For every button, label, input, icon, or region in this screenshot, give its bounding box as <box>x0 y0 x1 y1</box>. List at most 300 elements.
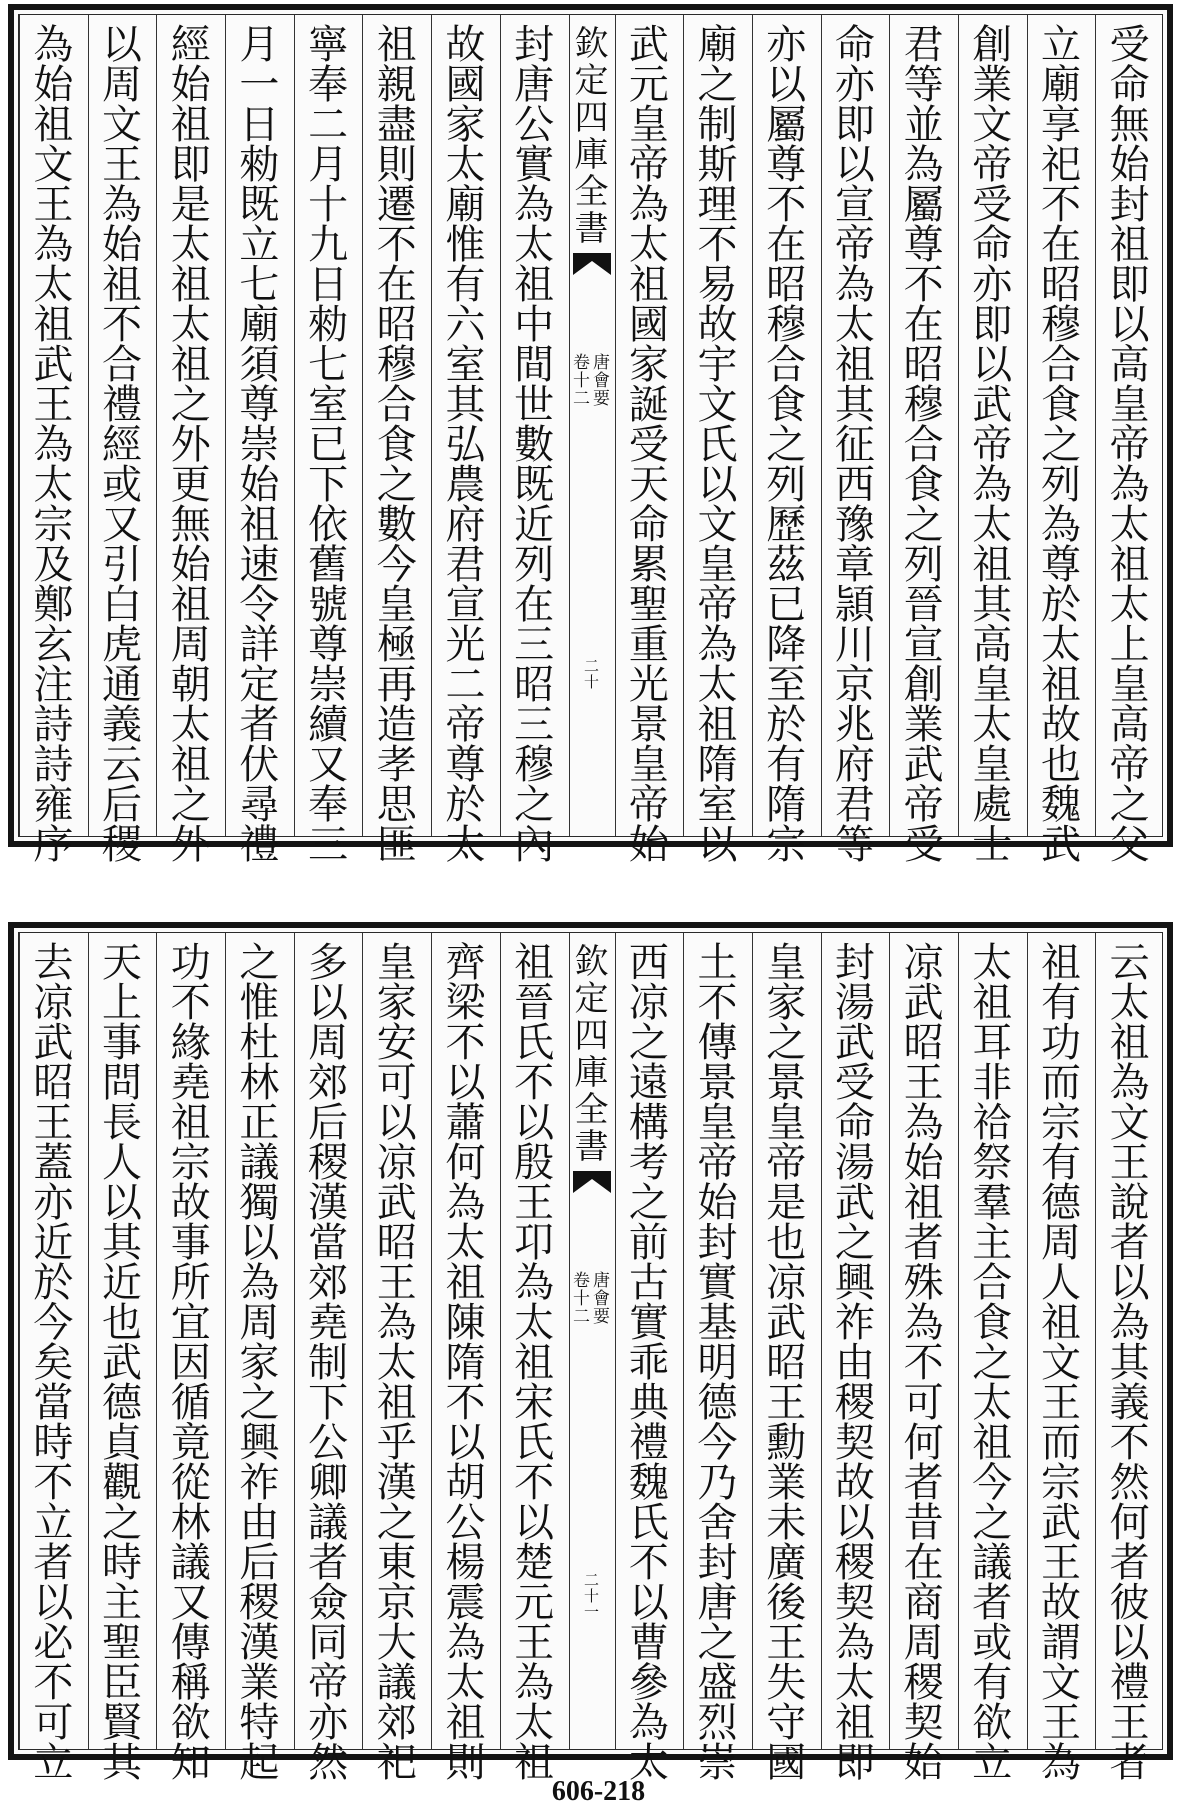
character: 序 <box>33 822 74 868</box>
character: 郊 <box>308 1260 349 1306</box>
text-column <box>1027 22 1096 868</box>
character: 之 <box>697 62 738 108</box>
character: 宗 <box>766 822 807 868</box>
character: 稷 <box>834 1380 875 1426</box>
text-column <box>1095 940 1164 1786</box>
character: 穆 <box>514 742 555 788</box>
character: 欲 <box>972 1700 1013 1746</box>
character: 觀 <box>102 1460 143 1506</box>
character: 故 <box>445 22 486 68</box>
bottom-page-text-area <box>18 932 1163 1786</box>
character: 以 <box>514 1500 555 1546</box>
text-column <box>889 940 958 1786</box>
character: 功 <box>1040 1020 1081 1066</box>
character: 當 <box>308 1220 349 1266</box>
character: 帝 <box>628 782 669 828</box>
character: 立 <box>1040 22 1081 68</box>
character: 奉 <box>308 62 349 108</box>
character: 者 <box>1109 1220 1150 1266</box>
character: 及 <box>33 542 74 588</box>
character: 祖 <box>697 702 738 748</box>
character: 定 <box>574 61 609 101</box>
character: 隋 <box>697 742 738 788</box>
character: 凉 <box>766 1260 807 1306</box>
character: 始 <box>628 822 669 868</box>
character: 事 <box>102 1020 143 1066</box>
character: 昔 <box>903 1500 944 1546</box>
character: 其 <box>445 382 486 428</box>
character: 義 <box>1109 1380 1150 1426</box>
character: 為 <box>445 1620 486 1666</box>
character: 宣 <box>903 622 944 668</box>
text-column <box>752 22 821 868</box>
character: 凉 <box>376 1140 417 1186</box>
character: 武 <box>972 382 1013 428</box>
character: 楊 <box>445 1540 486 1586</box>
character: 太 <box>445 142 486 188</box>
character: 乖 <box>628 1340 669 1386</box>
column-rule <box>615 933 616 1749</box>
character: 太 <box>445 1660 486 1706</box>
character: 受 <box>834 1060 875 1106</box>
character: 為 <box>514 1260 555 1306</box>
character: 者 <box>33 1540 74 1586</box>
character: 土 <box>697 940 738 986</box>
character: 稷 <box>308 1140 349 1186</box>
character: 王 <box>766 1620 807 1666</box>
character: 並 <box>903 102 944 148</box>
character: 經 <box>102 422 143 468</box>
character: 景 <box>628 702 669 748</box>
character: 氏 <box>514 1420 555 1466</box>
character: 近 <box>33 1220 74 1266</box>
folio-number: 606-218 <box>551 1776 646 1807</box>
character: 其 <box>834 382 875 428</box>
character: 崇 <box>239 422 280 468</box>
character: 武 <box>102 1340 143 1386</box>
character: 不 <box>903 1340 944 1386</box>
character: 功 <box>170 940 211 986</box>
character: 周 <box>308 1020 349 1066</box>
character: 文 <box>972 102 1013 148</box>
character: 日 <box>239 102 280 148</box>
character: 即 <box>834 102 875 148</box>
character: 謂 <box>1040 1620 1081 1666</box>
character: 合 <box>102 342 143 388</box>
column-rule <box>156 15 157 836</box>
character: 祖 <box>834 1700 875 1746</box>
character: 命 <box>834 1100 875 1146</box>
character: 祖 <box>170 102 211 148</box>
character: 虎 <box>102 622 143 668</box>
fish-tail-mark-icon <box>573 1171 611 1193</box>
character: 也 <box>766 1220 807 1266</box>
character: 之 <box>239 940 280 986</box>
character: 下 <box>308 462 349 508</box>
character: 魏 <box>628 1460 669 1506</box>
character: 同 <box>308 1620 349 1666</box>
character: 實 <box>514 142 555 188</box>
character: 造 <box>376 702 417 748</box>
character: 在 <box>903 1540 944 1586</box>
character: 是 <box>766 1180 807 1226</box>
character: 皇 <box>972 742 1013 788</box>
character: 為 <box>1040 1740 1081 1786</box>
character: 朝 <box>170 662 211 708</box>
character: 晉 <box>903 582 944 628</box>
character: 之 <box>239 1380 280 1426</box>
character: 以 <box>1109 1260 1150 1306</box>
character: 事 <box>170 1220 211 1266</box>
character: 封 <box>1109 182 1150 228</box>
character: 祖 <box>170 742 211 788</box>
character: 多 <box>308 940 349 986</box>
character: 太 <box>628 222 669 268</box>
character: 議 <box>972 1540 1013 1586</box>
character: 欲 <box>170 1700 211 1746</box>
character: 兆 <box>834 702 875 748</box>
character: 始 <box>102 222 143 268</box>
character: 大 <box>376 1620 417 1666</box>
character: 即 <box>1109 262 1150 308</box>
character: 尋 <box>239 782 280 828</box>
character: 之 <box>170 382 211 428</box>
character: 帝 <box>766 1140 807 1186</box>
column-rule <box>615 15 616 836</box>
character: 者 <box>1109 1540 1150 1586</box>
character: 府 <box>445 502 486 548</box>
character: 賢 <box>102 1700 143 1746</box>
character: 父 <box>1109 822 1150 868</box>
character: 祖 <box>972 542 1013 588</box>
character: 在 <box>766 222 807 268</box>
character: 以 <box>834 142 875 188</box>
character: 在 <box>1040 222 1081 268</box>
character: 宇 <box>697 342 738 388</box>
character: 二 <box>573 389 590 409</box>
character: 有 <box>972 1660 1013 1706</box>
character: 續 <box>308 702 349 748</box>
character: 唐 <box>514 62 555 108</box>
character: 近 <box>102 1260 143 1306</box>
text-column <box>500 940 569 1786</box>
character: 王 <box>1040 1540 1081 1586</box>
character: 之 <box>376 1500 417 1546</box>
character: 書 <box>574 209 609 249</box>
character: 乎 <box>376 1420 417 1466</box>
character: 晉 <box>514 980 555 1026</box>
character: 周 <box>903 1620 944 1666</box>
character: 皇 <box>1109 662 1150 708</box>
character: 之 <box>102 1500 143 1546</box>
character: 之 <box>834 1220 875 1266</box>
character: 竟 <box>170 1420 211 1466</box>
character: 在 <box>376 262 417 308</box>
character: 舊 <box>308 542 349 588</box>
character: 武 <box>1040 822 1081 868</box>
character: 須 <box>239 342 280 388</box>
character: 農 <box>445 462 486 508</box>
character: 商 <box>903 1580 944 1626</box>
character: 封 <box>834 940 875 986</box>
character: 也 <box>1040 742 1081 788</box>
character: 一 <box>583 1602 599 1621</box>
character: 受 <box>972 182 1013 228</box>
text-column <box>88 22 157 868</box>
character: 后 <box>102 782 143 828</box>
character: 之 <box>903 502 944 548</box>
character: 太 <box>628 1740 669 1786</box>
character: 稷 <box>834 1540 875 1586</box>
character: 也 <box>102 1300 143 1346</box>
character: 故 <box>1040 1580 1081 1626</box>
character: 梁 <box>445 980 486 1026</box>
character: 其 <box>102 1220 143 1266</box>
character: 不 <box>376 222 417 268</box>
character: 以 <box>1109 302 1150 348</box>
character: 太 <box>376 1340 417 1386</box>
character: 京 <box>376 1580 417 1626</box>
character: 武 <box>628 22 669 68</box>
character: 未 <box>766 1500 807 1546</box>
character: 王 <box>514 1180 555 1226</box>
character: 之 <box>766 1020 807 1066</box>
character: 十 <box>583 672 599 691</box>
character: 帝 <box>1109 742 1150 788</box>
character: 受 <box>628 422 669 468</box>
character: 祖 <box>1040 940 1081 986</box>
character: 制 <box>697 102 738 148</box>
character: 祖 <box>239 502 280 548</box>
character: 帝 <box>903 782 944 828</box>
top-page-frame <box>8 4 1173 868</box>
text-column <box>431 22 500 868</box>
character: 祖 <box>514 1740 555 1786</box>
character: 祖 <box>514 940 555 986</box>
character: 依 <box>308 502 349 548</box>
character: 高 <box>1109 342 1150 388</box>
character: 為 <box>376 1300 417 1346</box>
character: 間 <box>514 342 555 388</box>
character: 必 <box>33 1620 74 1666</box>
text-column <box>821 22 890 868</box>
character: 稷 <box>102 822 143 868</box>
character: 知 <box>170 1740 211 1786</box>
character: 為 <box>972 462 1013 508</box>
text-column <box>19 22 88 868</box>
character: 祖 <box>376 22 417 68</box>
character: 郊 <box>376 1700 417 1746</box>
character: 遠 <box>628 1060 669 1106</box>
character: 立 <box>33 1500 74 1546</box>
character: 其 <box>972 582 1013 628</box>
character: 於 <box>1040 582 1081 628</box>
character: 帝 <box>834 222 875 268</box>
character: 祖 <box>972 1420 1013 1466</box>
character: 貞 <box>102 1420 143 1466</box>
column-rule <box>225 933 226 1749</box>
character: 氏 <box>697 422 738 468</box>
character: 由 <box>834 1340 875 1386</box>
character: 於 <box>445 782 486 828</box>
character: 皇 <box>628 742 669 788</box>
character: 亦 <box>308 1700 349 1746</box>
character: 列 <box>1040 462 1081 508</box>
character: 列 <box>903 542 944 588</box>
character: 十 <box>573 1289 590 1309</box>
character: 聖 <box>102 1620 143 1666</box>
character: 川 <box>834 622 875 668</box>
character: 為 <box>903 142 944 188</box>
character: 穆 <box>376 342 417 388</box>
character: 皇 <box>376 582 417 628</box>
character: 武 <box>33 1020 74 1066</box>
character: 數 <box>376 502 417 548</box>
character: 武 <box>834 1020 875 1066</box>
character: 可 <box>376 1060 417 1106</box>
character: 茲 <box>766 542 807 588</box>
fish-tail-mark-icon <box>573 253 611 275</box>
character: 受 <box>903 822 944 868</box>
character: 以 <box>514 1100 555 1146</box>
character: 王 <box>903 1060 944 1106</box>
character: 處 <box>972 782 1013 828</box>
character: 累 <box>628 542 669 588</box>
character: 卭 <box>514 1220 555 1266</box>
character: 以 <box>697 822 738 868</box>
character: 漢 <box>308 1180 349 1226</box>
character: 有 <box>1040 980 1081 1026</box>
character: 七 <box>308 342 349 388</box>
character: 殊 <box>903 1260 944 1306</box>
character: 太 <box>170 302 211 348</box>
character: 府 <box>834 742 875 788</box>
character: 九 <box>308 222 349 268</box>
text-column <box>958 22 1027 868</box>
character: 文 <box>1109 1100 1150 1146</box>
character: 以 <box>102 1180 143 1226</box>
column-rule <box>156 933 157 1749</box>
character: 始 <box>697 1180 738 1226</box>
character: 思 <box>376 782 417 828</box>
character: 定 <box>239 662 280 708</box>
character: 太 <box>445 1220 486 1266</box>
character: 定 <box>574 979 609 1019</box>
character: 文 <box>102 102 143 148</box>
character: 亦 <box>834 62 875 108</box>
character: 為 <box>33 222 74 268</box>
column-rule <box>1027 15 1028 836</box>
character: 齊 <box>445 940 486 986</box>
character: 太 <box>33 462 74 508</box>
character: 尊 <box>766 142 807 188</box>
character: 業 <box>239 1660 280 1706</box>
column-rule <box>431 15 432 836</box>
character: 已 <box>766 582 807 628</box>
character: 不 <box>33 1660 74 1706</box>
character: 不 <box>1040 182 1081 228</box>
character: 王 <box>102 142 143 188</box>
volume-number <box>573 355 590 409</box>
character: 號 <box>308 582 349 628</box>
character: 合 <box>972 1260 1013 1306</box>
column-rule <box>88 933 89 1749</box>
character: 太 <box>514 222 555 268</box>
character: 封 <box>697 1540 738 1586</box>
character: 祖 <box>376 1380 417 1426</box>
character: 亦 <box>766 22 807 68</box>
character: 詳 <box>239 622 280 668</box>
character: 周 <box>1040 1220 1081 1266</box>
character: 林 <box>239 1060 280 1106</box>
character: 始 <box>170 62 211 108</box>
character: 武 <box>376 1180 417 1226</box>
character: 又 <box>308 742 349 788</box>
character: 會 <box>593 371 610 391</box>
character: 欽 <box>574 942 609 982</box>
character: 王 <box>376 1260 417 1306</box>
character: 郊 <box>308 1060 349 1106</box>
character: 為 <box>1109 1060 1150 1106</box>
character: 列 <box>514 542 555 588</box>
character: 屬 <box>766 102 807 148</box>
character: 創 <box>903 662 944 708</box>
bottom-page-frame <box>8 922 1173 1786</box>
character: 為 <box>1109 462 1150 508</box>
character: 太 <box>972 940 1013 986</box>
character: 家 <box>445 102 486 148</box>
character: 失 <box>766 1660 807 1706</box>
character: 世 <box>514 382 555 428</box>
character: 可 <box>903 1380 944 1426</box>
character: 祭 <box>972 1140 1013 1186</box>
character: 數 <box>514 422 555 468</box>
text-column <box>294 940 363 1786</box>
character: 帝 <box>697 1140 738 1186</box>
character: 公 <box>445 1500 486 1546</box>
center-column <box>569 933 615 1749</box>
character: 無 <box>1109 102 1150 148</box>
character: 湯 <box>834 1140 875 1186</box>
character: 日 <box>308 262 349 308</box>
character: 亦 <box>972 262 1013 308</box>
character: 帝 <box>697 582 738 628</box>
character: 廟 <box>445 182 486 228</box>
character: 隋 <box>445 1340 486 1386</box>
character: 今 <box>972 1460 1013 1506</box>
character: 高 <box>972 622 1013 668</box>
character: 祖 <box>170 342 211 388</box>
character: 去 <box>33 940 74 986</box>
character: 祫 <box>972 1100 1013 1146</box>
character: 長 <box>102 1100 143 1146</box>
character: 有 <box>445 262 486 308</box>
character: 即 <box>834 1740 875 1786</box>
character: 主 <box>972 1220 1013 1266</box>
character: 契 <box>834 1420 875 1466</box>
character: 降 <box>766 622 807 668</box>
character: 禮 <box>628 1420 669 1466</box>
character: 帝 <box>308 1660 349 1706</box>
character: 為 <box>33 422 74 468</box>
character: 祖 <box>33 102 74 148</box>
book-volume-label <box>569 1273 615 1327</box>
character: 而 <box>1040 1420 1081 1466</box>
character: 七 <box>239 262 280 308</box>
character: 今 <box>697 1420 738 1466</box>
character: 為 <box>102 182 143 228</box>
character: 之 <box>628 1020 669 1066</box>
